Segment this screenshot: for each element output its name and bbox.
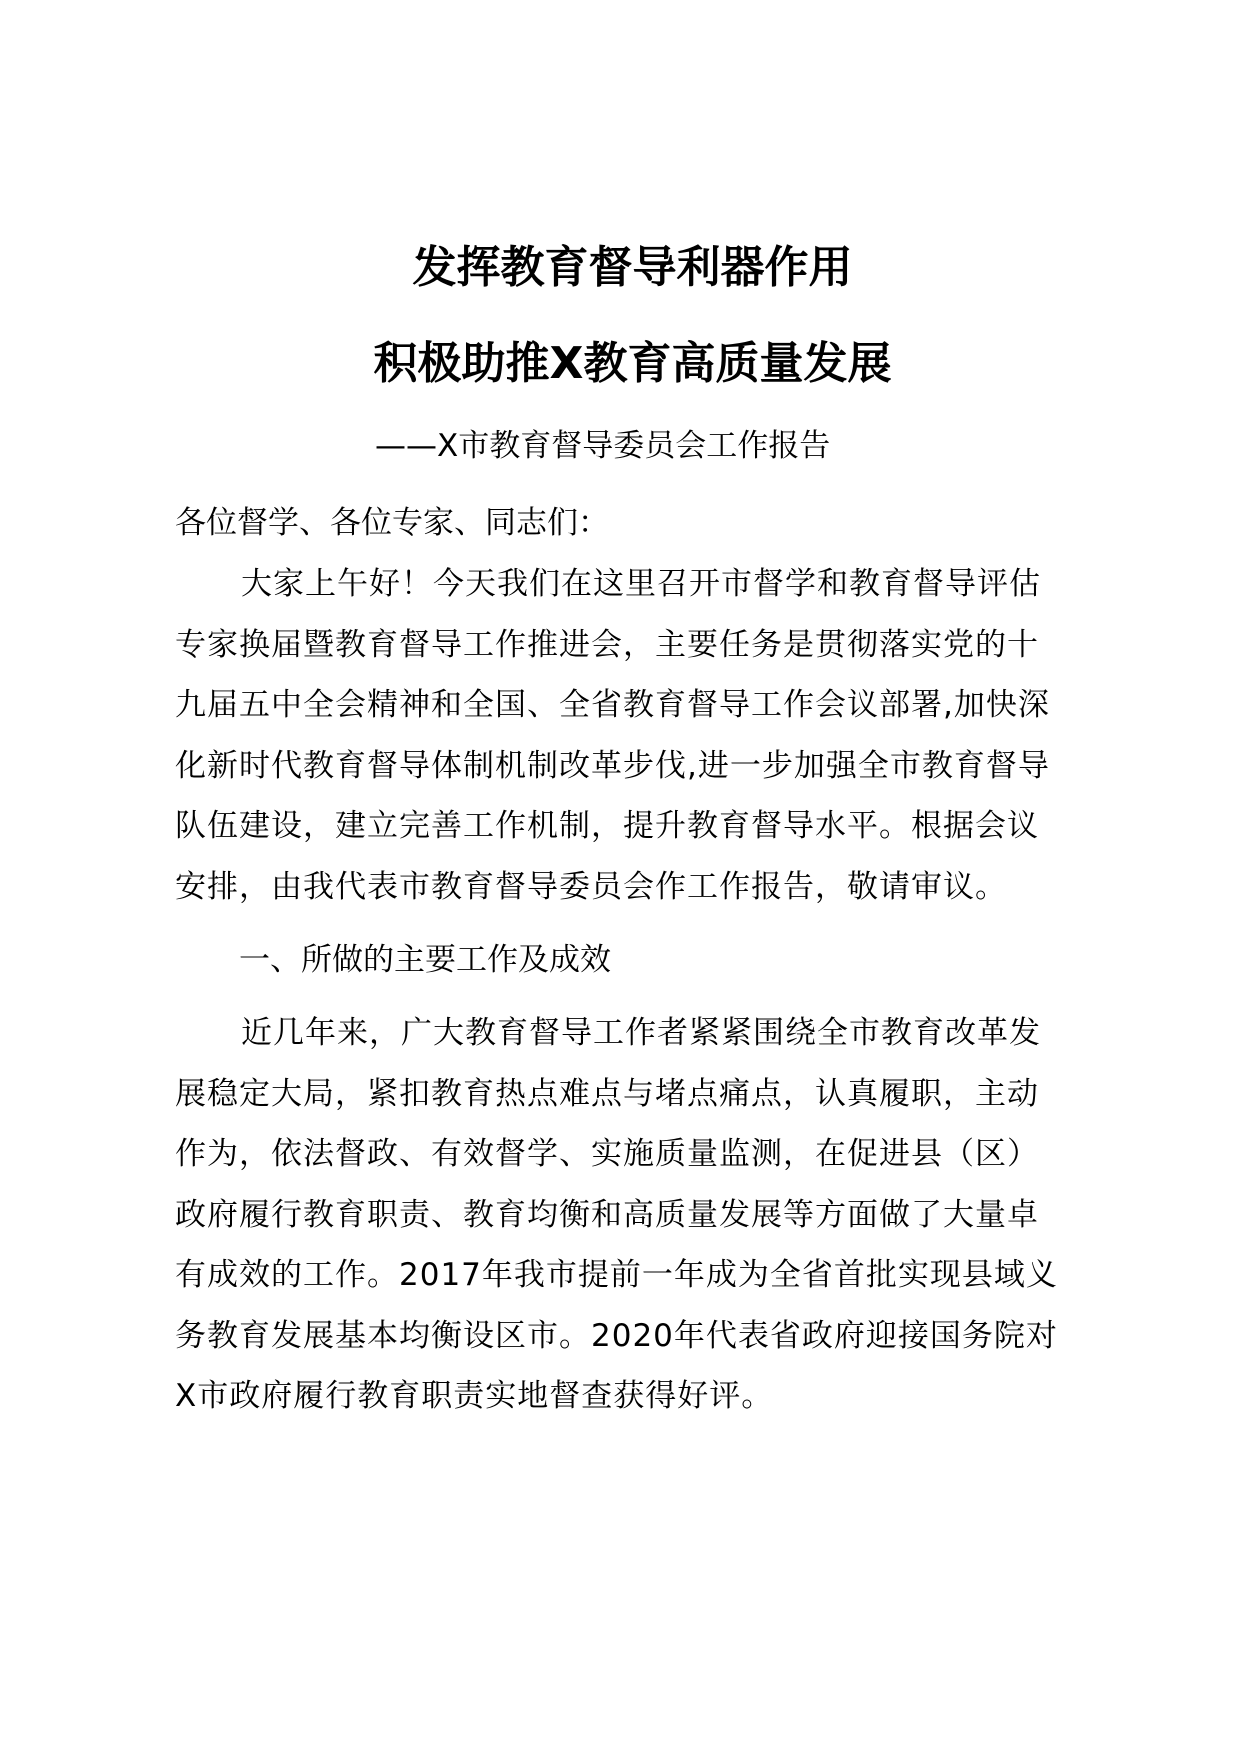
- paragraph-line: 九届五中全会精神和全国、全省教育督导工作会议部署,加快深: [175, 687, 1050, 723]
- section-heading: 一、所做的主要工作及成效: [239, 942, 611, 978]
- paragraph-line: X市政府履行教育职责实地督查获得好评。: [175, 1378, 774, 1414]
- paragraph-line: 作为，依法督政、有效督学、实施质量监测，在促进县（区）: [175, 1136, 1039, 1172]
- paragraph-line: 展稳定大局，紧扣教育热点难点与堵点痛点，认真履职，主动: [175, 1075, 1039, 1112]
- paragraph-line: 有成效的工作。2017年我市提前一年成为全省首批实现县域义: [175, 1257, 1058, 1293]
- paragraph-line: 务教育发展基本均衡设区市。2020年代表省政府迎接国务院对: [175, 1317, 1058, 1354]
- title-line-2: 积极助推X教育高质量发展: [373, 338, 892, 389]
- paragraph-line: 化新时代教育督导体制机制改革步伐,进一步加强全市教育督导: [175, 747, 1050, 784]
- subtitle: ——X市教育督导委员会工作报告: [375, 428, 831, 464]
- paragraph-line: 近几年来，广大教育督导工作者紧紧围绕全市教育改革发: [241, 1015, 1041, 1051]
- paragraph-line: 队伍建设，建立完善工作机制，提升教育督导水平。根据会议: [175, 808, 1039, 844]
- salutation: 各位督学、各位专家、同志们：: [175, 505, 609, 541]
- paragraph-line: 大家上午好！今天我们在这里召开市督学和教育督导评估: [241, 566, 1041, 602]
- paragraph-line: 专家换届暨教育督导工作推进会，主要任务是贯彻落实党的十: [175, 626, 1039, 663]
- paragraph-line: 政府履行教育职责、教育均衡和高质量发展等方面做了大量卓: [175, 1196, 1039, 1233]
- title-line-1: 发挥教育督导利器作用: [412, 242, 853, 293]
- paragraph-opening: [175, 554, 1090, 917]
- document-body: [175, 240, 1090, 1427]
- paragraph-achievements: [175, 1003, 1090, 1427]
- paragraph-line: 安排，由我代表市教育督导委员会作工作报告，敬请审议。: [175, 868, 1007, 905]
